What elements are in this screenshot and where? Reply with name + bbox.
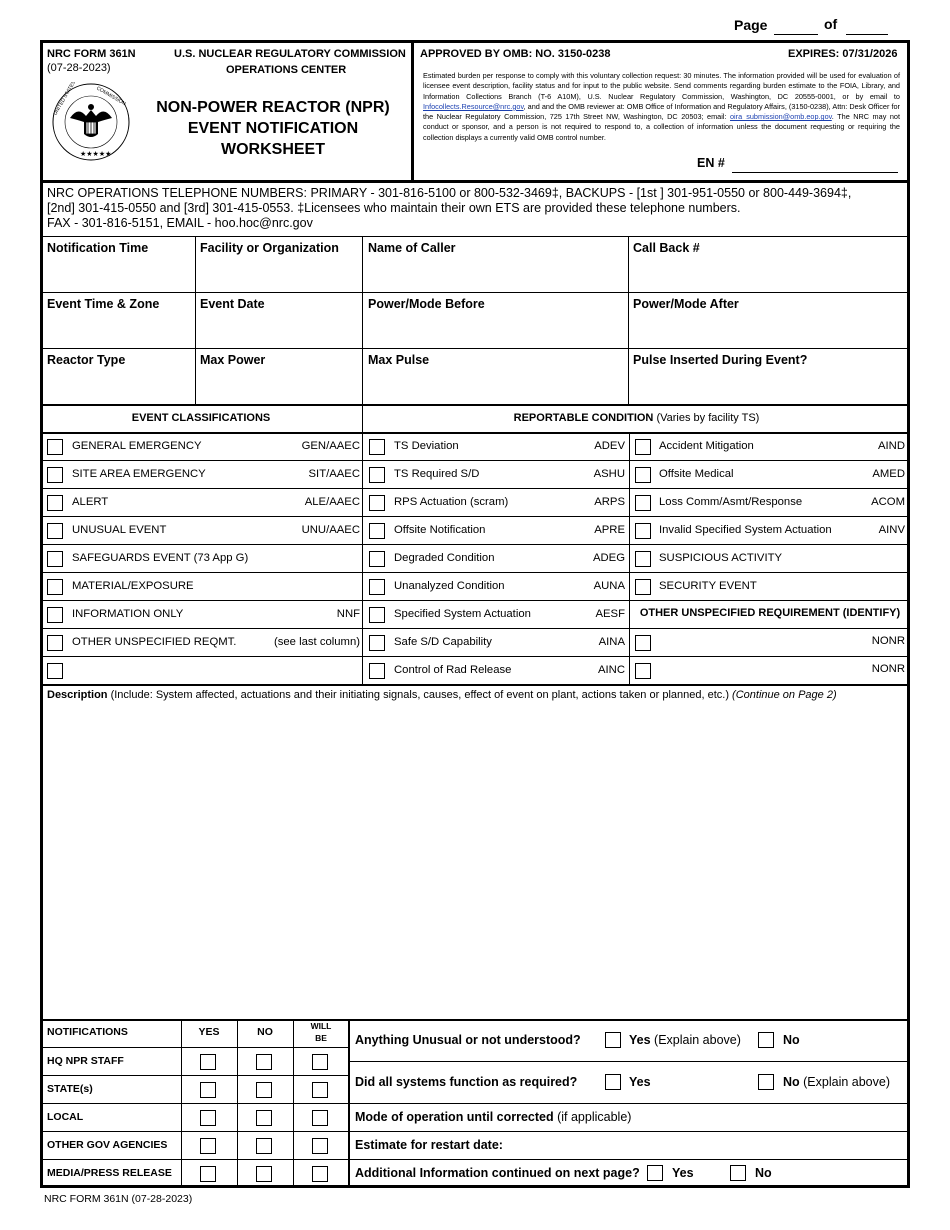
pulse-inserted-field[interactable]: Pulse Inserted During Event? — [633, 353, 808, 367]
omb-approval: APPROVED BY OMB: NO. 3150-0238 — [420, 48, 611, 60]
caller-name-field[interactable]: Name of Caller — [368, 241, 456, 255]
additional-no-label: No — [755, 1166, 772, 1180]
notification-will-be-checkbox[interactable] — [312, 1166, 328, 1182]
mode-of-operation-field[interactable]: Mode of operation until corrected (if applicable) — [355, 1110, 632, 1124]
reportable-code: AINA — [598, 636, 625, 648]
title-line1: NON-POWER REACTOR (NPR) — [156, 99, 390, 116]
reportable-checkbox[interactable] — [369, 467, 385, 483]
nonr-code-2: NONR — [871, 663, 905, 675]
notification-will-be-checkbox[interactable] — [312, 1138, 328, 1154]
reportable-label: RPS Actuation (scram) — [394, 496, 509, 508]
event-date-field[interactable]: Event Date — [200, 297, 265, 311]
notification-row-label: MEDIA/PRESS RELEASE — [47, 1167, 172, 1179]
reportable-checkbox[interactable] — [635, 495, 651, 511]
unusual-yes-label: Yes (Explain above) — [629, 1033, 741, 1047]
nonr-checkbox-2[interactable] — [635, 663, 651, 679]
classification-code: NNF — [336, 608, 360, 620]
systems-no-checkbox[interactable] — [758, 1074, 774, 1090]
classification-checkbox[interactable] — [47, 523, 63, 539]
notifications-header: NOTIFICATIONS — [47, 1026, 128, 1038]
additional-info-question: Additional Information continued on next page? — [355, 1166, 640, 1180]
additional-no-checkbox[interactable] — [730, 1165, 746, 1181]
reportable-checkbox[interactable] — [635, 467, 651, 483]
svg-text:COMMISSION: COMMISSION — [95, 85, 127, 108]
callback-field[interactable]: Call Back # — [633, 241, 700, 255]
max-pulse-field[interactable]: Max Pulse — [368, 353, 430, 367]
classification-code: UNU/AAEC — [301, 524, 360, 536]
notification-yes-checkbox[interactable] — [200, 1138, 216, 1154]
notification-yes-checkbox[interactable] — [200, 1054, 216, 1070]
max-power-field[interactable]: Max Power — [200, 353, 266, 367]
notification-no-checkbox[interactable] — [256, 1082, 272, 1098]
infocollects-email-link[interactable]: Infocollects.Resource@nrc.gov — [423, 101, 524, 111]
nonr-code-1: NONR — [871, 635, 905, 647]
classification-label: UNUSUAL EVENT — [72, 524, 167, 536]
reportable-code: AIND — [878, 440, 905, 452]
classification-checkbox[interactable] — [47, 579, 63, 595]
yes-column-header: YES — [198, 1026, 220, 1038]
reportable-checkbox[interactable] — [369, 439, 385, 455]
power-after-field[interactable]: Power/Mode After — [633, 297, 739, 311]
classification-label: INFORMATION ONLY — [72, 608, 184, 620]
event-time-field[interactable]: Event Time & Zone — [47, 297, 160, 311]
reportable-checkbox[interactable] — [369, 607, 385, 623]
reportable-label: SUSPICIOUS ACTIVITY — [659, 552, 783, 564]
phones-line1: NRC OPERATIONS TELEPHONE NUMBERS: PRIMARY - 301-816-5100 or 800-532-3469‡, BACKUPS - [1st ] 301-951-0550 or 800-449-3694‡, — [47, 186, 852, 200]
notification-no-checkbox[interactable] — [256, 1166, 272, 1182]
unusual-question: Anything Unusual or not understood? — [355, 1033, 581, 1047]
reportable-checkbox[interactable] — [369, 635, 385, 651]
classification-checkbox[interactable] — [47, 467, 63, 483]
agency-line1: U.S. NUCLEAR REGULATORY COMMISSION — [174, 48, 406, 60]
notification-will-be-checkbox[interactable] — [312, 1110, 328, 1126]
reportable-checkbox[interactable] — [635, 523, 651, 539]
classification-label: SAFEGUARDS EVENT (73 App G) — [72, 552, 249, 564]
unusual-no-checkbox[interactable] — [758, 1032, 774, 1048]
reportable-code: AINC — [598, 664, 625, 676]
reactor-type-field[interactable]: Reactor Type — [47, 353, 126, 367]
classification-label: SITE AREA EMERGENCY — [72, 468, 206, 480]
reportable-label: Offsite Notification — [394, 524, 486, 536]
classification-checkbox[interactable] — [47, 635, 63, 651]
page-label: Page — [734, 17, 768, 33]
en-label: EN # — [697, 156, 725, 170]
title-line3: WORKSHEET — [221, 141, 325, 158]
restart-estimate-field[interactable]: Estimate for restart date: — [355, 1138, 503, 1152]
nonr-checkbox-1[interactable] — [635, 635, 651, 651]
classification-label: OTHER UNSPECIFIED REQMT. — [72, 636, 237, 648]
notification-yes-checkbox[interactable] — [200, 1166, 216, 1182]
title-line2: EVENT NOTIFICATION — [187, 120, 359, 137]
reportable-code: ADEV — [594, 440, 625, 452]
systems-question: Did all systems function as required? — [355, 1075, 578, 1089]
classification-checkbox[interactable] — [47, 439, 63, 455]
reportable-label: SECURITY EVENT — [659, 580, 757, 592]
form-number: NRC FORM 361N — [47, 48, 136, 60]
notification-no-checkbox[interactable] — [256, 1054, 272, 1070]
agency-line2: OPERATIONS CENTER — [226, 64, 347, 76]
no-column-header: NO — [257, 1026, 273, 1038]
classifications-header: EVENT CLASSIFICATIONS — [131, 412, 271, 424]
phones-line2: [2nd] 301-415-0550 and [3rd] 301-415-0553. ‡Licensees who maintain their own ETS are provided these telephone numbers. — [47, 201, 741, 215]
notification-will-be-checkbox[interactable] — [312, 1054, 328, 1070]
reportable-checkbox[interactable] — [635, 579, 651, 595]
notification-row-label: STATE(s) — [47, 1083, 93, 1095]
classification-code: ALE/AAEC — [304, 496, 360, 508]
notification-row-label: LOCAL — [47, 1111, 84, 1123]
reportable-label: Accident Mitigation — [659, 440, 754, 452]
reportable-code: AUNA — [593, 580, 625, 592]
classification-code: SIT/AAEC — [308, 468, 360, 480]
classification-checkbox[interactable] — [47, 495, 63, 511]
reportable-checkbox[interactable] — [369, 579, 385, 595]
reportable-header: REPORTABLE CONDITION (Varies by facility TS) — [513, 412, 760, 424]
unusual-no-label: No — [783, 1033, 800, 1047]
will-be-column-header-1: WILL — [310, 1021, 332, 1031]
other-unspecified-header: OTHER UNSPECIFIED REQUIREMENT (IDENTIFY) — [639, 607, 901, 619]
additional-yes-label: Yes — [672, 1166, 694, 1180]
reportable-checkbox[interactable] — [635, 551, 651, 567]
page-total-line[interactable] — [846, 34, 888, 35]
phones-line3: FAX - 301-816-5151, EMAIL - hoo.hoc@nrc.gov — [47, 216, 313, 230]
reportable-label: Loss Comm/Asmt/Response — [659, 496, 803, 508]
power-before-field[interactable]: Power/Mode Before — [368, 297, 485, 311]
burden-statement: Estimated burden per response to comply with this voluntary collection request: 30 minutes. The information provided will be used for evaluation of licensee event description, facility status and for input to the public website. Send comments regarding burden estimate to the FOIA, Library, and Information Collections Branch (T-6 A10M), U.S. Nuclear Regulatory Commission, Washington, DC 20555-0001, or by email to Infocollects.Resource@nrc.gov, and and the OMB reviewer at: OMB Office of Information and Regulatory Affairs, (3150-0238), Attn: Desk Officer for the Nuclear Regulatory Commission, 725 17th Street NW, Washington, DC 20503; email: oira_submission@omb.eop.gov. The NRC may not conduct or sponsor, and a person is not required to respond to, a collection of information unless the document requesting or requiring the collection displays a currently valid OMB control number. — [423, 71, 900, 142]
reportable-checkbox[interactable] — [369, 495, 385, 511]
systems-no-label: No (Explain above) — [783, 1075, 890, 1089]
classification-checkbox[interactable] — [47, 663, 63, 679]
reportable-label: TS Deviation — [394, 440, 459, 452]
reportable-code: AINV — [878, 524, 905, 536]
reportable-label: Specified System Actuation — [394, 608, 531, 620]
notification-no-checkbox[interactable] — [256, 1138, 272, 1154]
reportable-label: Offsite Medical — [659, 468, 734, 480]
reportable-code: ADEG — [592, 552, 625, 564]
notification-yes-checkbox[interactable] — [200, 1110, 216, 1126]
will-be-column-header-2: BE — [315, 1033, 327, 1043]
en-number-field[interactable] — [732, 172, 898, 173]
reportable-label: Invalid Specified System Actuation — [659, 524, 832, 536]
notification-yes-checkbox[interactable] — [200, 1082, 216, 1098]
notification-will-be-checkbox[interactable] — [312, 1082, 328, 1098]
classification-label: MATERIAL/EXPOSURE — [72, 580, 194, 592]
reportable-checkbox[interactable] — [369, 663, 385, 679]
description-label: Description (Include: System affected, actuations and their initiating signals, causes, effect of event on plant, actions taken or planned, etc.) (Continue on Page 2) — [47, 689, 837, 701]
notification-row-label: OTHER GOV AGENCIES — [47, 1139, 168, 1151]
notification-no-checkbox[interactable] — [256, 1110, 272, 1126]
classification-checkbox[interactable] — [47, 551, 63, 567]
reportable-checkbox[interactable] — [369, 523, 385, 539]
classification-label: ALERT — [72, 496, 109, 508]
reportable-label: TS Required S/D — [394, 468, 480, 480]
notification-time-field[interactable]: Notification Time — [47, 241, 149, 255]
of-label: of — [824, 16, 838, 32]
reportable-code: AESF — [595, 608, 625, 620]
unusual-yes-checkbox[interactable] — [605, 1032, 621, 1048]
footer-form-id: NRC FORM 361N (07-28-2023) — [44, 1193, 193, 1205]
form-date: (07-28-2023) — [47, 62, 111, 74]
expires-date: EXPIRES: 07/31/2026 — [788, 48, 898, 60]
additional-yes-checkbox[interactable] — [647, 1165, 663, 1181]
reportable-label: Control of Rad Release — [394, 664, 512, 676]
reportable-code: ARPS — [594, 496, 625, 508]
reportable-checkbox[interactable] — [635, 439, 651, 455]
systems-yes-checkbox[interactable] — [605, 1074, 621, 1090]
classification-label: GENERAL EMERGENCY — [72, 440, 202, 452]
description-textarea[interactable] — [45, 706, 905, 1016]
reportable-code: ASHU — [593, 468, 625, 480]
reportable-label: Degraded Condition — [394, 552, 495, 564]
reportable-checkbox[interactable] — [369, 551, 385, 567]
reportable-label: Unanalyzed Condition — [394, 580, 505, 592]
reportable-code: APRE — [594, 524, 625, 536]
facility-field[interactable]: Facility or Organization — [200, 241, 339, 255]
notification-row-label: HQ NPR STAFF — [47, 1055, 124, 1067]
svg-text:UNITED STATES: UNITED STATES — [52, 82, 78, 117]
nrc-seal — [48, 82, 134, 162]
classification-checkbox[interactable] — [47, 607, 63, 623]
page-number-line[interactable] — [774, 34, 818, 35]
oira-email-link[interactable]: oira_submission@omb.eop.gov — [730, 112, 832, 122]
reportable-code: AMED — [872, 468, 905, 480]
classification-code: (see last column) — [273, 636, 360, 648]
svg-text:★★★★★: ★★★★★ — [80, 150, 112, 158]
reportable-code: ACOM — [871, 496, 905, 508]
classification-code: GEN/AAEC — [301, 440, 360, 452]
systems-yes-label: Yes — [629, 1075, 651, 1089]
reportable-label: Safe S/D Capability — [394, 636, 492, 648]
